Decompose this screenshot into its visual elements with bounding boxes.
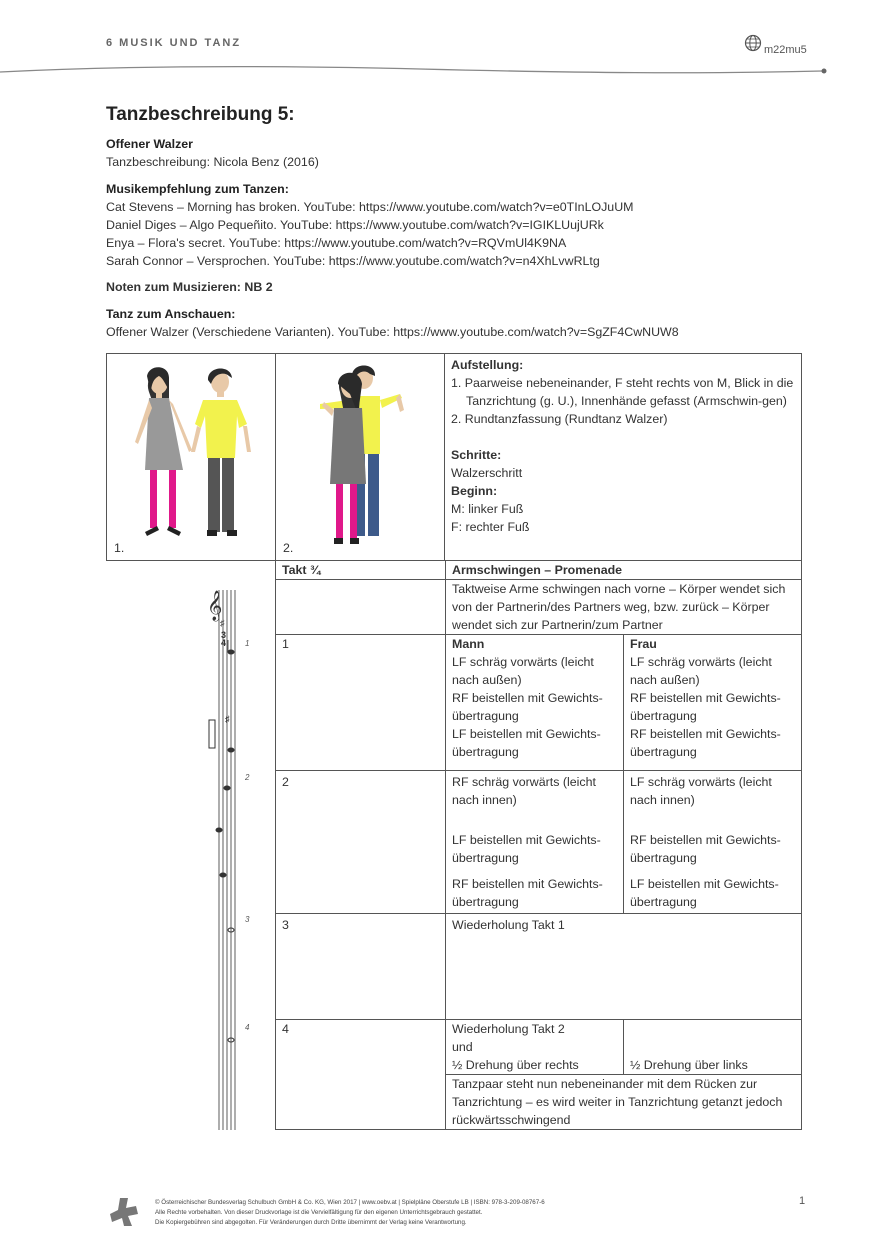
step: RF beistellen mit Gewichts-übertragung [630, 833, 781, 865]
man-steps [446, 771, 624, 914]
dance-name: Offener Walzer [106, 137, 193, 151]
watch-text: Offener Walzer (Verschiedene Varianten). YouTube: https://www.youtube.com/watch?v=SgZF4CwNUW8 [106, 325, 679, 339]
repeat-text: Wiederholung Takt 1 [446, 914, 802, 1020]
takt-number: 1 [276, 635, 446, 771]
setup-cell [445, 354, 802, 561]
music-item: Enya – Flora's secret. YouTube: https://www.youtube.com/watch?v=RQVmUl4K9NA [106, 236, 567, 250]
dance-info [106, 135, 319, 171]
woman-steps [624, 1020, 802, 1075]
man-steps [446, 635, 624, 771]
measure-number: 1 [245, 639, 250, 648]
setup-item: 1. Paarweise nebeneinander, F steht rechts von M, Blick in die Tanzrichtung (g. U.), Innenhände gefasst (Armschwin-gen) [451, 376, 794, 408]
music-item: Sarah Connor – Versprochen. YouTube: https://www.youtube.com/watch?v=n4XhLvwRLtg [106, 254, 600, 268]
watch-heading: Tanz zum Anschauen: [106, 307, 236, 321]
step: LF beistellen mit Gewichts-übertragung [630, 877, 779, 909]
measure-number: 2 [245, 773, 250, 782]
publisher-logo [108, 1196, 140, 1228]
begin-woman: F: rechter Fuß [451, 520, 530, 534]
globe-icon [744, 34, 762, 52]
step: Wiederholung Takt 2 [452, 1022, 565, 1036]
measure-number: 4 [245, 1023, 250, 1032]
figure-cell-1 [107, 354, 276, 561]
figure-label: 1. [114, 541, 125, 555]
time-signature: 4 [221, 638, 227, 648]
begin-man: M: linker Fuß [451, 502, 524, 516]
page-title: Tanzbeschreibung 5: [106, 104, 295, 125]
music-item: Cat Stevens – Morning has broken. YouTube: https://www.youtube.com/watch?v=e0TInLOJuUM [106, 200, 634, 214]
music-score [205, 590, 265, 1135]
steps-text: Walzerschritt [451, 466, 523, 480]
man-steps [446, 1020, 624, 1075]
setup-table [106, 353, 802, 561]
woman-steps [624, 635, 802, 771]
setup-heading: Aufstellung: [451, 358, 524, 372]
step: RF beistellen mit Gewichts-übertragung [630, 727, 781, 759]
music-heading: Musikempfehlung zum Tanzen: [106, 182, 289, 196]
step: RF beistellen mit Gewichts-übertragung [452, 691, 603, 723]
step: ½ Drehung über links [630, 1058, 748, 1072]
takt-number: 3 [276, 914, 446, 1020]
step: RF schräg vorwärts (leicht nach innen) [452, 775, 596, 807]
step: ½ Drehung über rechts [452, 1058, 579, 1072]
couple-side-by-side-illustration [107, 354, 275, 554]
woman-heading: Frau [630, 637, 657, 651]
time-signature: 3 [221, 630, 227, 640]
figure-cell-2 [276, 354, 445, 561]
footer-line: Die Kopiergebühren sind abgegolten. Für Veränderungen durch Dritte übernimmt der Verlag keine Verantwortung. [155, 1219, 467, 1226]
measure-number: 3 [245, 915, 250, 924]
media-code-label: m22mu5 [764, 44, 807, 56]
music-item: Daniel Diges – Algo Pequeñito. YouTube: https://www.youtube.com/watch?v=IGIKLUujURk [106, 218, 604, 232]
takt-header: Takt ¾ [276, 561, 446, 580]
step: RF beistellen mit Gewichts-übertragung [452, 877, 603, 909]
couple-round-dance-illustration [276, 354, 444, 554]
takt-number: 2 [276, 771, 446, 914]
takt-number: 4 [276, 1020, 446, 1130]
step: und [452, 1040, 473, 1054]
step: LF beistellen mit Gewichts-übertragung [452, 833, 601, 865]
step: LF schräg vorwärts (leicht nach innen) [630, 775, 772, 807]
svg-text:♯: ♯ [225, 714, 230, 724]
header-divider [0, 62, 830, 78]
steps-heading: Schritte: [451, 448, 502, 462]
step: LF schräg vorwärts (leicht nach außen) [452, 655, 594, 687]
figure-label: 2. [283, 541, 294, 555]
man-heading: Mann [452, 637, 485, 651]
footer-line: Alle Rechte vorbehalten. Von dieser Druckvorlage ist die Vervielfältigung für den eigenen Unterrichtsgebrauch gestattet. [155, 1209, 483, 1216]
step: LF schräg vorwärts (leicht nach außen) [630, 655, 772, 687]
media-code[interactable] [744, 34, 807, 56]
setup-list [451, 374, 795, 428]
final-note: Tanzpaar steht nun nebeneinander mit dem Rücken zur Tanzrichtung – es wird weiter in Tanzrichtung getanzt jedoch rückwärtsschwingend [446, 1075, 802, 1130]
dance-credit: Tanzbeschreibung: Nicola Benz (2016) [106, 155, 319, 169]
key-signature: ♯ [220, 618, 225, 628]
footer-line: © Österreichischer Bundesverlag Schulbuch GmbH & Co. KG, Wien 2017 | www.oebv.at | Spielpläne Oberstufe LB | ISBN: 978-3-209-08767-6 [155, 1199, 545, 1206]
section-title: Armschwingen – Promenade [446, 561, 802, 580]
watch-section [106, 305, 679, 341]
step: RF beistellen mit Gewichts-übertragung [630, 691, 781, 723]
dance-steps-table [275, 560, 802, 1130]
notes-reference: Noten zum Musizieren: NB 2 [106, 280, 273, 294]
footer-legal [155, 1198, 545, 1228]
music-recommendations [106, 180, 633, 270]
begin-heading: Beginn: [451, 484, 498, 498]
section-description: Taktweise Arme schwingen nach vorne – Körper wendet sich von der Partnerin/des Partners weg, bzw. zurück – Körper wendet sich zur Partnerin/zum Partner [446, 580, 802, 635]
step: LF beistellen mit Gewichts-übertragung [452, 727, 601, 759]
treble-clef-icon: 𝄞 [207, 591, 223, 621]
setup-item: 2. Rundtanzfassung (Rundtanz Walzer) [451, 412, 668, 426]
page-number: 1 [799, 1195, 806, 1207]
woman-steps [624, 771, 802, 914]
chapter-header: 6 MUSIK UND TANZ [106, 37, 242, 49]
